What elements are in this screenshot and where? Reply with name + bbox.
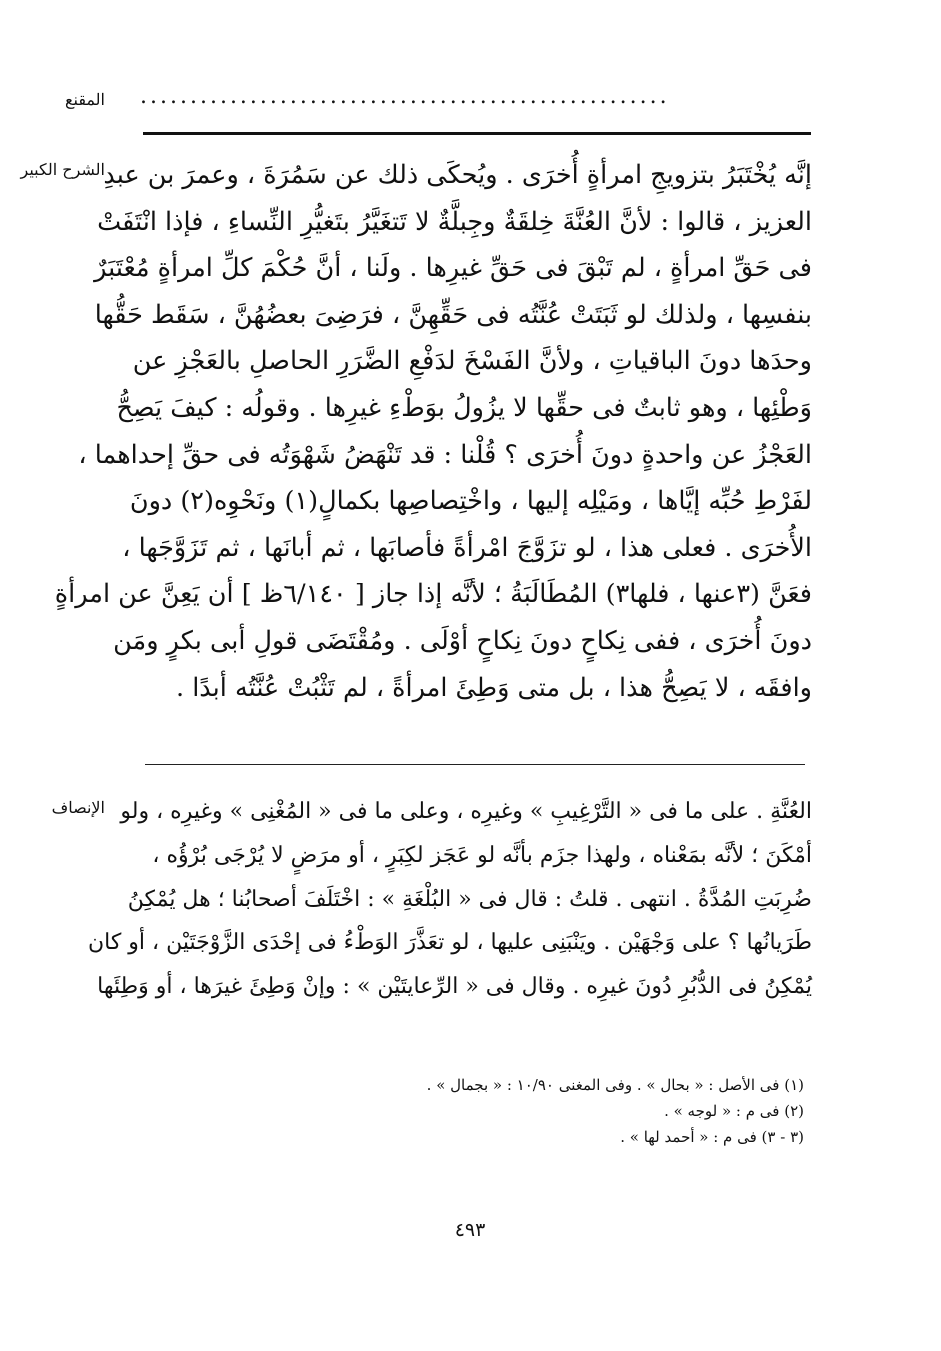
footnote: (٣ - ٣) فى م : « أحمد لها » . bbox=[620, 1128, 804, 1146]
main-section-label: الشرح الكبير bbox=[20, 160, 105, 179]
insaf-text-line: العُنَّةِ . على ما فى « التَّرْغِيبِ » وغيرِه ، وعلى ما فى « المُغْنِى » وغيرِه ، ولو bbox=[120, 799, 812, 824]
main-text-line: بنفسِها ، ولذلك لو ثَبَتَتْ عُنَّتُه فى حَقِّهِنَّ ، فرَضِىَ بعضُهُنَّ ، سَقَط حَقُّها bbox=[94, 299, 812, 330]
header-dotted-leader: ..................................................... bbox=[140, 84, 670, 109]
main-text-line: وافقَه ، لا يَصِحُّ هذا ، بل متى وَطِئَ امرأةً ، لم تَثْبُتْ عُنَّتُه أبدًا . bbox=[175, 672, 812, 703]
main-text-line: العزيز ، قالوا : لأنَّ العُنَّةَ خِلقَةٌ وجِبلَّةٌ لا تَتغَيَّرُ بتَغيُّرِ النِّساءِ ، فإذا انْتَفَتْ bbox=[97, 206, 812, 237]
main-text-line: وحدَها دونَ الباقياتِ ، ولأنَّ الفَسْخَ لدَفْعِ الضَّرَرِ الحاصلِ بالعَجْزِ عن bbox=[132, 346, 812, 377]
insaf-text bbox=[87, 790, 812, 1009]
main-text-line: إنَّه يُخْتَبَرُ بتزويجِ امرأةٍ أُخرَى . ويُحكَى ذلك عن سَمُرَةَ ، وعمرَ بن عبدِ bbox=[103, 160, 812, 190]
footnotes bbox=[140, 1072, 804, 1150]
footnote: (٢) فى م : « لوجه » . bbox=[664, 1102, 804, 1120]
main-text-line: فى حَقِّ امرأةٍ ، لم تَبْقَ فى حَقِّ غيرِها . ولَنا ، أنَّ حُكْمَ كلِّ امرأةٍ مُعْتَبَرٌ bbox=[94, 253, 812, 284]
insaf-text-line: ضُرِبَتِ المُدَّةُ . انتهى . قلتُ : قال فى « البُلْغَةِ » : اخْتَلَفَ أصحابُنا ؛ هل يُمْكِنُ bbox=[127, 886, 812, 912]
insaf-section-label: الإنصاف bbox=[51, 798, 105, 817]
footnote: (١) فى الأصل : « بحال » . وفى المغنى ١٠/٩٠ : « بجمال » . bbox=[426, 1076, 804, 1094]
main-text-line: لفَرْطِ حُبِّه إيَّاها ، ومَيْلِه إليها ، واخْتِصاصِها بكمالٍ(١) ونَحْوِه(٢) دونَ bbox=[129, 486, 812, 517]
main-text-line: العَجْزُ عن واحدةٍ دونَ أُخرَى ؟ قُلْنا : قد تَنْهَضُ شَهْوَتُه فى حقِّ إحداهما ، bbox=[78, 439, 812, 470]
insaf-text-line: أمْكَنَ ؛ لأنَّه بمَعْناه ، ولهذا جزَم بأنَّه لو عَجَز لكِبَرٍ ، أو مرَضٍ لا يُرْجَى بُرْؤُه ، bbox=[152, 842, 812, 868]
page-number: ٤٩٣ bbox=[454, 1219, 486, 1241]
main-text-line: فعَنَّ (٣عنها ، فلها٣) المُطَالَبَةُ ؛ لأنَّه إذا جاز [ ٦/١٤٠ظ ] أن يَعِنَّ عن امرأةٍ bbox=[54, 579, 812, 610]
main-text-line: وَطْئِها ، وهو ثابتٌ فى حقِّها لا يزُولُ بوَطْءِ غيرِها . وقولُه : كيفَ يَصِحُّ bbox=[116, 392, 812, 423]
main-text-line: دونَ أُخرَى ، ففى نِكاحٍ دونَ نِكاحٍ أوْلَى . ومُقْتَضَى قولِ أبى بكرٍ ومَن bbox=[113, 625, 812, 656]
insaf-text-line: يُمْكِنُ فى الدُّبُرِ دُونَ غيرِه . وقال فى « الرِّعايتَيْن » : وإنْ وَطِئَ غيرَها ، أو وَطِئَها bbox=[97, 974, 812, 1000]
book-title-header: المقنع bbox=[64, 90, 105, 109]
insaf-text-line: طَرَيانُها ؟ على وَجْهَيْن . ويَنْبَنِى عليها ، لو تعَذَّرَ الوَطْءُ فى إحْدَى الزَّوْجَتَيْن ، أو كان bbox=[87, 930, 812, 956]
header-rule bbox=[143, 132, 811, 135]
main-text-line: الأُخرَى . فعلى هذا ، لو تزَوَّجَ امْرأةً فأصابَها ، ثم أبانَها ، ثم تَزَوَّجَها ، bbox=[122, 532, 812, 563]
section-divider bbox=[145, 764, 805, 765]
